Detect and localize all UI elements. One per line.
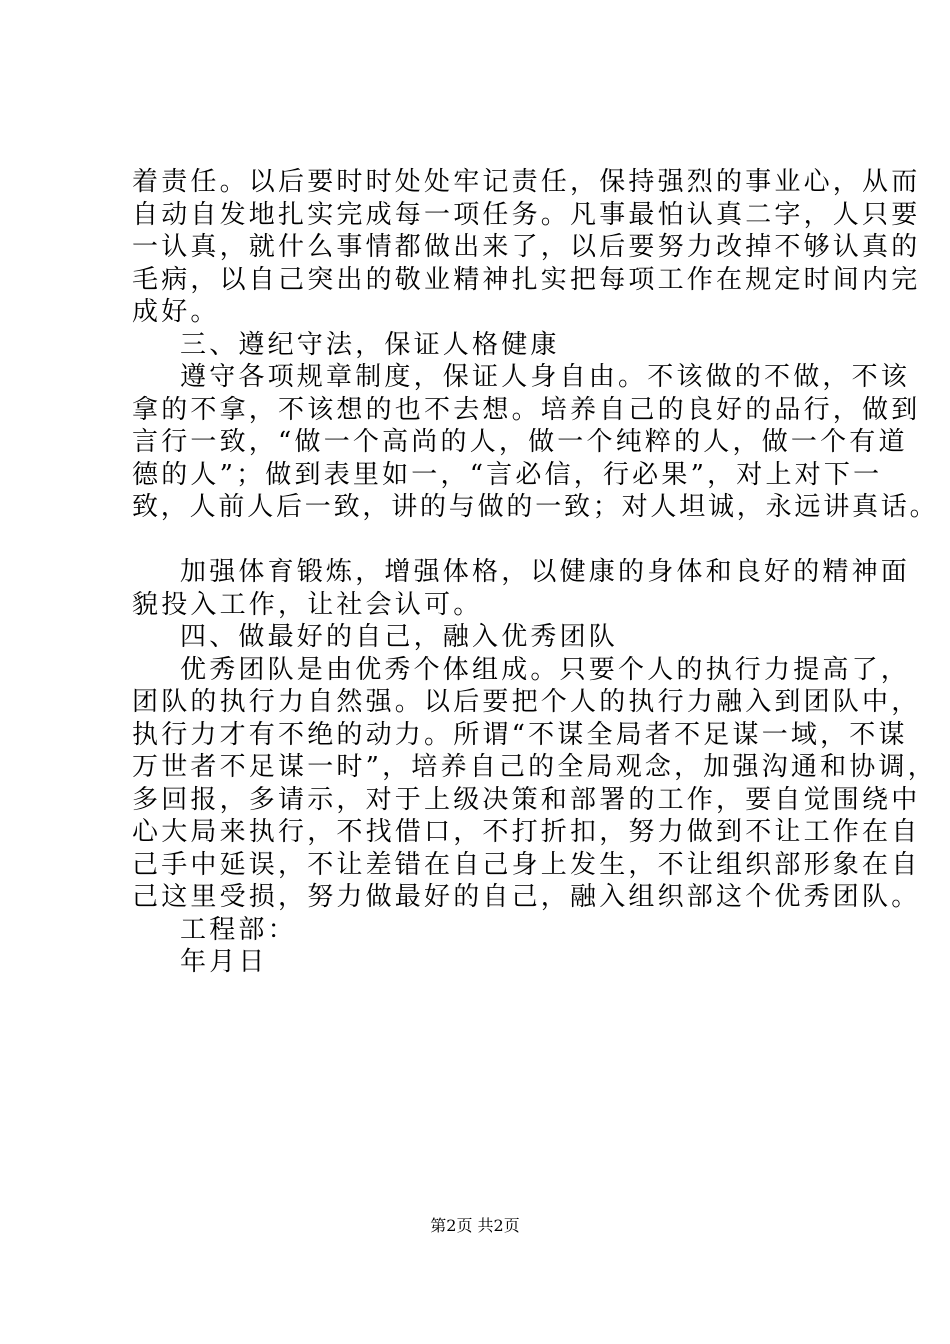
signature-date: 年月日 [180,947,268,977]
signature-department: 工程部： [180,914,297,945]
blank-line [132,524,852,557]
page-number-footer: 第2页 共2页 [430,1216,520,1235]
paragraph-line: 己手中延误，不让差错在自己身上发生，不让组织部形象在自 [132,849,921,880]
paragraph-line: 万世者不足谋一时”，培养自己的全局观念，加强沟通和协调， [132,752,937,782]
section-heading: 三、遵纪守法，保证人格健康 [180,329,560,360]
paragraph-line: 团队的执行力自然强。以后要把个人的执行力融入到团队中， [132,687,921,717]
paragraph-line: 成好。 [132,297,220,327]
paragraph-line: 德的人”；做到表里如一，“言必信，行必果”，对上对下一 [132,459,883,490]
paragraph-line: 拿的不拿，不该想的也不去想。培养自己的良好的品行，做到 [132,394,921,425]
paragraph-line: 多回报，多请示，对于上级决策和部署的工作，要自觉围绕中 [132,784,921,815]
paragraph-line: 优秀团队是由优秀个体组成。只要个人的执行力提高了， [180,654,911,685]
paragraph-line: 着责任。以后要时时处处牢记责任，保持强烈的事业心，从而 [132,167,921,197]
paragraph-line: 一认真，就什么事情都做出来了，以后要努力改掉不够认真的 [132,232,921,262]
paragraph-line: 毛病，以自己突出的敬业精神扎实把每项工作在规定时间内完 [132,264,921,295]
paragraph-line: 己这里受损，努力做最好的自己，融入组织部这个优秀团队。 [132,882,921,912]
paragraph-line: 自动自发地扎实完成每一项任务。凡事最怕认真二字，人只要 [132,199,921,230]
paragraph-line: 心大局来执行，不找借口，不打折扣，努力做到不让工作在自 [132,817,921,847]
paragraph-line: 执行力才有不绝的动力。所谓“不谋全局者不足谋一域，不谋 [132,719,908,750]
paragraph-line: 遵守各项规章制度，保证人身自由。不该做的不做，不该 [180,362,911,392]
section-heading: 四、做最好的自己，融入优秀团队 [180,622,619,652]
document-body [132,166,939,979]
paragraph-line: 貌投入工作，让社会认可。 [132,589,483,620]
paragraph-line: 致，人前人后一致，讲的与做的一致；对人坦诚，永远讲真话。 [132,492,939,522]
paragraph-line: 言行一致，“做一个高尚的人，做一个纯粹的人，做一个有道 [132,427,908,457]
paragraph-line: 加强体育锻炼，增强体格，以健康的身体和良好的精神面 [180,557,911,587]
